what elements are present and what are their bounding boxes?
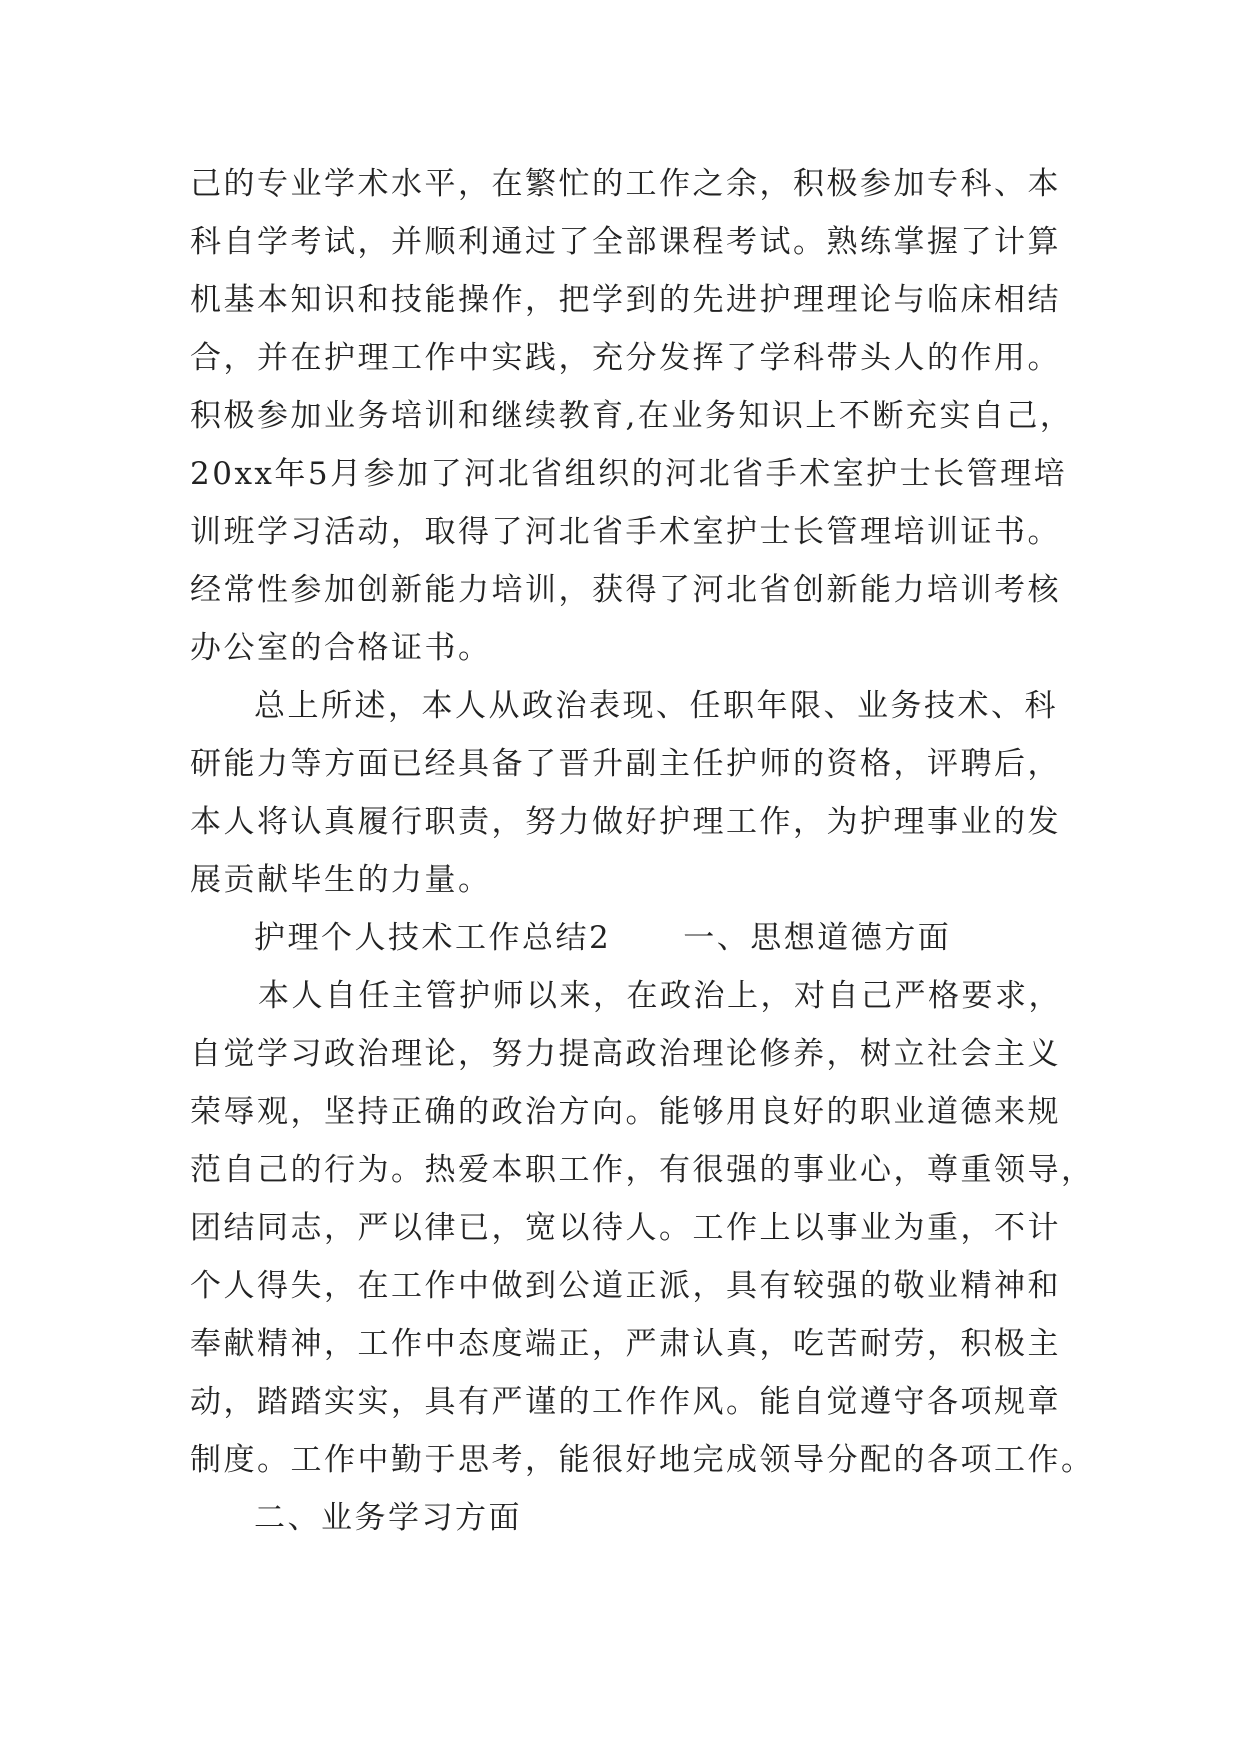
- text-line: 本人自任主管护师以来，在政治上，对自己严格要求，: [258, 978, 1062, 1014]
- text-line: 机基本知识和技能操作，把学到的先进护理理论与临床相结: [190, 282, 1061, 318]
- text-line: 经常性参加创新能力培训，获得了河北省创新能力培训考核: [190, 572, 1061, 608]
- text-line: 办公室的合格证书。: [190, 630, 492, 666]
- paragraph-professional-study: [190, 155, 1074, 677]
- text-line: 动，踏踏实实，具有严谨的工作作风。能自觉遵守各项规章: [190, 1384, 1061, 1420]
- text-line: 展贡献毕生的力量。: [190, 862, 492, 898]
- text-line: 本人将认真履行职责，努力做好护理工作，为护理事业的发: [190, 804, 1061, 840]
- text-line: 研能力等方面已经具备了晋升副主任护师的资格，评聘后，: [190, 746, 1061, 782]
- text-line: 制度。工作中勤于思考，能很好地完成领导分配的各项工作。: [190, 1442, 1095, 1478]
- document-body: [190, 155, 1095, 1547]
- paragraph-ethics: [190, 967, 1095, 1489]
- document-title: 护理个人技术工作总结2: [254, 920, 612, 956]
- section-heading-business-study: 二、业务学习方面: [254, 1500, 522, 1536]
- text-line: 积极参加业务培训和继续教育,在业务知识上不断充实自己，: [190, 398, 1074, 434]
- text-line: 总上所述，本人从政治表现、任职年限、业务技术、科: [254, 688, 1058, 724]
- text-line: 个人得失，在工作中做到公道正派，具有较强的敬业精神和: [190, 1268, 1061, 1304]
- text-line: 训班学习活动，取得了河北省手术室护士长管理培训证书。: [190, 514, 1061, 550]
- paragraph-summary: [190, 677, 1070, 909]
- text-line: 20xx年5月参加了河北省组织的河北省手术室护士长管理培: [190, 456, 1068, 492]
- text-line: 团结同志，严以律已，宽以待人。工作上以事业为重，不计: [190, 1210, 1061, 1246]
- text-line: 范自己的行为。热爱本职工作，有很强的事业心，尊重领导，: [190, 1152, 1095, 1188]
- text-line: 己的专业学术水平，在繁忙的工作之余，积极参加专科、本: [190, 166, 1061, 202]
- text-line: 自觉学习政治理论，努力提高政治理论修养，树立社会主义: [190, 1036, 1061, 1072]
- text-line: 奉献精神，工作中态度端正，严肃认真，吃苦耐劳，积极主: [190, 1326, 1061, 1362]
- text-line: 荣辱观，坚持正确的政治方向。能够用良好的职业道德来规: [190, 1094, 1061, 1130]
- section-title-row: [190, 909, 1070, 967]
- text-line: 合，并在护理工作中实践，充分发挥了学科带头人的作用。: [190, 340, 1061, 376]
- text-line: 科自学考试，并顺利通过了全部课程考试。熟练掌握了计算: [190, 224, 1061, 260]
- section-heading-ethics: 一、思想道德方面: [683, 920, 952, 956]
